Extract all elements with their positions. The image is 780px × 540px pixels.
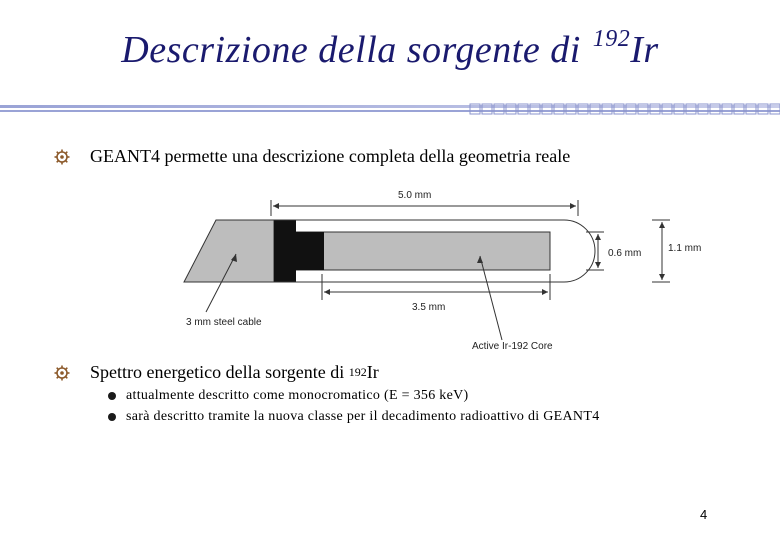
slide-title — [0, 28, 780, 72]
weld-block — [274, 220, 296, 282]
gear-bullet-icon — [54, 149, 70, 165]
title-underline-bar — [0, 103, 780, 117]
bullet-isotope-symbol: Ir — [366, 362, 379, 382]
label-inner-diameter: 0.6 mm — [608, 248, 642, 259]
title-text: Descrizione della sorgente di — [121, 29, 581, 71]
label-core-length: 3.5 mm — [412, 302, 446, 313]
sub-bullet-dot — [108, 392, 116, 400]
sub-bullet-text: attualmente descritto come monocromatico (E = 356 keV) — [126, 388, 469, 403]
sub-bullet-future — [108, 409, 600, 425]
page-number: 4 — [700, 507, 708, 522]
bullet-isotope-mass: 192 — [348, 365, 367, 379]
gear-bullet-icon — [54, 365, 70, 381]
label-outer-diameter: 1.1 mm — [668, 243, 702, 254]
weld-neck — [296, 232, 324, 270]
steel-cable-shape — [184, 220, 274, 282]
bullet-text: GEANT4 permette una descrizione completa della geometria reale — [90, 146, 571, 166]
sub-bullet-dot — [108, 413, 116, 421]
bullet-geometry — [54, 146, 570, 167]
title-isotope-mass: 192 — [592, 26, 631, 52]
label-cable: 3 mm steel cable — [186, 317, 262, 328]
label-total-length: 5.0 mm — [398, 190, 432, 201]
bullet-spectrum — [54, 362, 379, 383]
label-core: Active Ir-192 Core — [472, 341, 553, 352]
source-geometry-diagram — [176, 184, 716, 352]
sub-bullet-text: sarà descritto tramite la nuova classe per il decadimento radioattivo di GEANT4 — [126, 409, 600, 424]
bullet-text: Spettro energetico della sorgente di — [90, 362, 345, 382]
sub-bullet-current — [108, 388, 469, 404]
title-isotope-symbol: Ir — [630, 29, 659, 71]
capsule-end-cap — [550, 220, 595, 282]
